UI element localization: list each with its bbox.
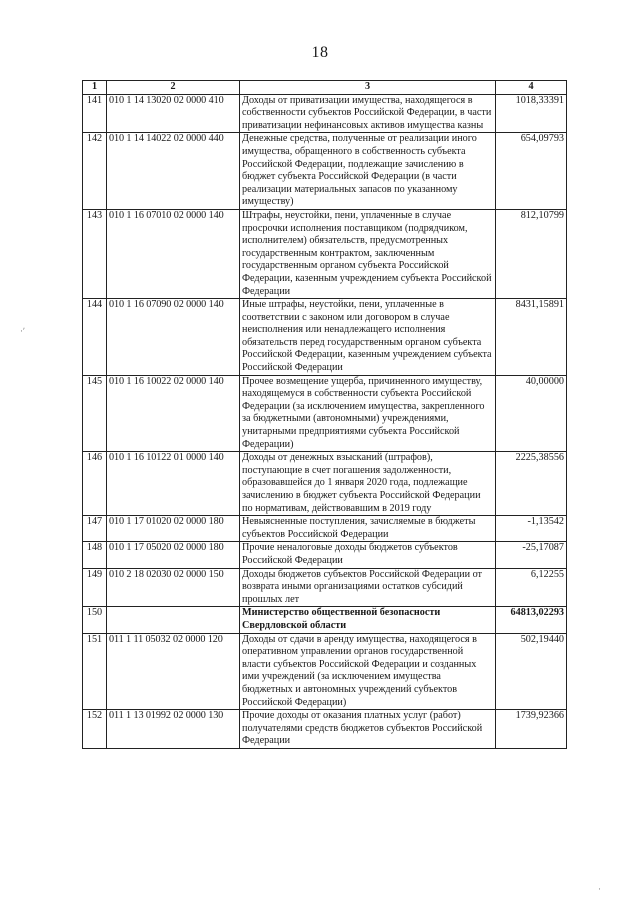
table-row <box>83 633 567 710</box>
table-row <box>83 607 567 633</box>
row-number: 141 <box>83 94 107 133</box>
revenue-description: Прочие неналоговые доходы бюджетов субъектов Российской Федерации <box>240 542 496 568</box>
scan-mark: · <box>598 884 601 894</box>
budget-code: 011 1 11 05032 02 0000 120 <box>107 633 240 710</box>
row-number: 146 <box>83 452 107 516</box>
revenue-amount: 64813,02293 <box>496 607 567 633</box>
revenue-amount: -25,17087 <box>496 542 567 568</box>
budget-code: 010 1 16 10022 02 0000 140 <box>107 375 240 452</box>
budget-code: 010 1 16 07010 02 0000 140 <box>107 209 240 298</box>
revenue-amount: 6,12255 <box>496 568 567 607</box>
column-header: 3 <box>240 81 496 95</box>
scan-mark: ·ʹ <box>20 326 25 336</box>
revenue-amount: 502,19440 <box>496 633 567 710</box>
revenue-description: Доходы от приватизации имущества, находящегося в собственности субъектов Российской Федерации, в части приватизации нефинансовых активов имущества казны <box>240 94 496 133</box>
table-row <box>83 209 567 298</box>
budget-code: 010 1 16 10122 01 0000 140 <box>107 452 240 516</box>
revenue-description: Прочие доходы от оказания платных услуг (работ) получателями средств бюджетов субъектов Российской Федерации <box>240 710 496 749</box>
column-header: 4 <box>496 81 567 95</box>
revenue-description: Иные штрафы, неустойки, пени, уплаченные в соответствии с законом или договором в случае неисполнения или ненадлежащего исполнения обязательств перед государственным органом субъекта Российской Федерации, казенным учреждением субъекта Российской Федерации <box>240 299 496 376</box>
table-row <box>83 710 567 749</box>
revenue-description: Доходы от денежных взысканий (штрафов), поступающие в счет погашения задолженности, образовавшейся до 1 января 2020 года, подлежащие зачислению в бюджет субъекта Российской Федерации по нормативам, действовавшим в 2019 году <box>240 452 496 516</box>
budget-code: 010 2 18 02030 02 0000 150 <box>107 568 240 607</box>
revenue-description: Прочее возмещение ущерба, причиненного имуществу, находящемуся в собственности субъекта Российской Федерации (за исключением имущества, закрепленного за бюджетными (автономными) учреждениями, унитарными предприятиями субъекта Российской Федерации) <box>240 375 496 452</box>
table-row <box>83 516 567 542</box>
row-number: 145 <box>83 375 107 452</box>
table-row <box>83 452 567 516</box>
revenue-table <box>82 80 567 749</box>
row-number: 142 <box>83 133 107 210</box>
row-number: 150 <box>83 607 107 633</box>
row-number: 147 <box>83 516 107 542</box>
revenue-description: Министерство общественной безопасности Свердловской области <box>240 607 496 633</box>
page-number: 18 <box>311 44 329 61</box>
header-row <box>83 81 567 95</box>
table-row <box>83 375 567 452</box>
budget-code: 010 1 14 14022 02 0000 440 <box>107 133 240 210</box>
column-header: 2 <box>107 81 240 95</box>
row-number: 143 <box>83 209 107 298</box>
table-row <box>83 542 567 568</box>
revenue-amount: 2225,38556 <box>496 452 567 516</box>
revenue-amount: 812,10799 <box>496 209 567 298</box>
table-row <box>83 568 567 607</box>
revenue-description: Невыясненные поступления, зачисляемые в бюджеты субъектов Российской Федерации <box>240 516 496 542</box>
table-row <box>83 299 567 376</box>
budget-code: 010 1 17 05020 02 0000 180 <box>107 542 240 568</box>
revenue-description: Штрафы, неустойки, пени, уплаченные в случае просрочки исполнения поставщиком (подрядчиком, исполнителем) обязательств, предусмотренных государственным контрактом, заключенным государственным органом субъекта Российской Федерации, казенным учреждением субъекта Российской Федерации <box>240 209 496 298</box>
table-row <box>83 133 567 210</box>
revenue-description: Денежные средства, полученные от реализации иного имущества, обращенного в собственность субъекта Российской Федерации, подлежащие зачислению в бюджет субъекта Российской Федерации (в части реализации материальных запасов по указанному имуществу) <box>240 133 496 210</box>
revenue-amount: 40,00000 <box>496 375 567 452</box>
row-number: 149 <box>83 568 107 607</box>
row-number: 151 <box>83 633 107 710</box>
column-header: 1 <box>83 81 107 95</box>
revenue-amount: -1,13542 <box>496 516 567 542</box>
revenue-amount: 1739,92366 <box>496 710 567 749</box>
budget-code <box>107 607 240 633</box>
budget-code: 010 1 17 01020 02 0000 180 <box>107 516 240 542</box>
row-number: 152 <box>83 710 107 749</box>
table-row <box>83 94 567 133</box>
revenue-description: Доходы от сдачи в аренду имущества, находящегося в оперативном управлении органов государственной власти субъектов Российской Федерации и созданных ими учреждений (за исключением имущества бюджетных и автономных учреждений субъектов Российской Федерации) <box>240 633 496 710</box>
budget-code: 010 1 14 13020 02 0000 410 <box>107 94 240 133</box>
row-number: 148 <box>83 542 107 568</box>
revenue-description: Доходы бюджетов субъектов Российской Федерации от возврата иными организациями остатков субсидий прошлых лет <box>240 568 496 607</box>
budget-code: 011 1 13 01992 02 0000 130 <box>107 710 240 749</box>
revenue-amount: 654,09793 <box>496 133 567 210</box>
revenue-amount: 1018,33391 <box>496 94 567 133</box>
row-number: 144 <box>83 299 107 376</box>
budget-code: 010 1 16 07090 02 0000 140 <box>107 299 240 376</box>
revenue-amount: 8431,15891 <box>496 299 567 376</box>
